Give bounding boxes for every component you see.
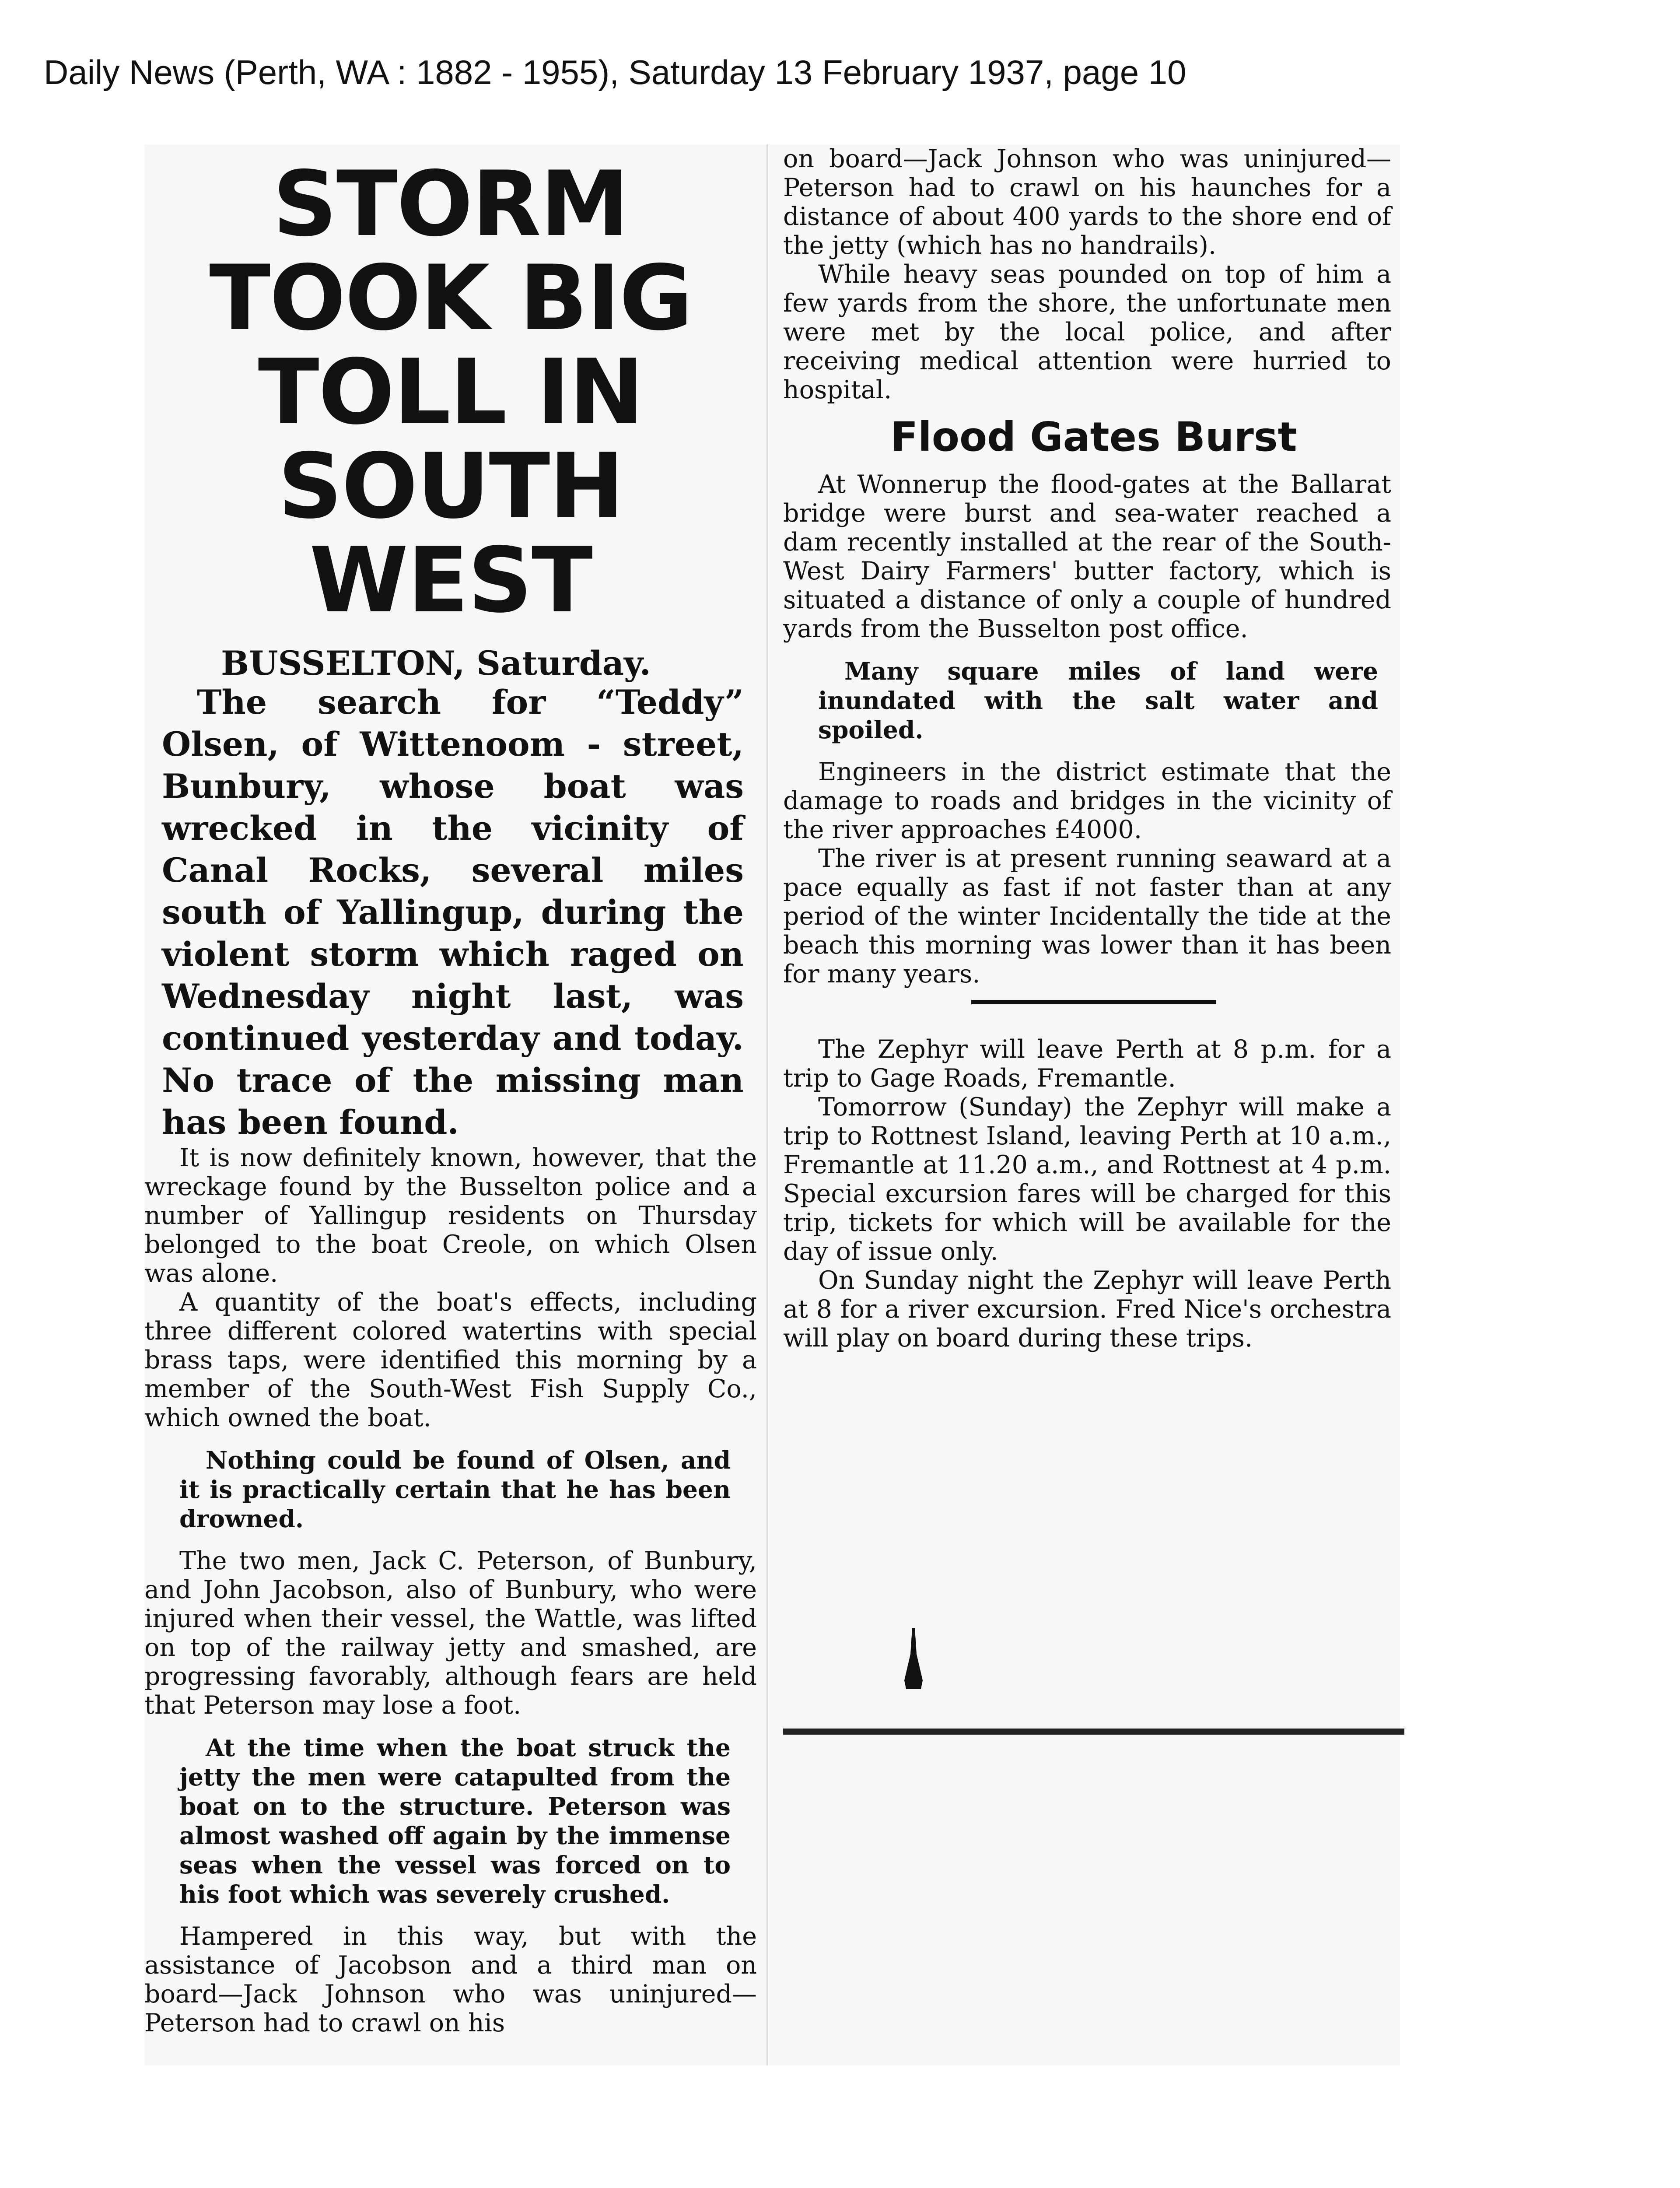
section-rule [971, 1000, 1216, 1004]
article-paragraph: The two men, Jack C. Peterson, of Bunbury, and John Jacobson, also of Bunbury, who were injured when their vessel, the Wattle, was lifted on top of the railway jetty and smashed, are progressing favorably, although fears are held that Peterson may lose a foot. [144, 1546, 757, 1720]
article-subhead: Flood Gates Burst [890, 414, 1297, 460]
headline-line: TOOK BIG [209, 246, 692, 351]
article-callout: At the time when the boat struck the jetty the men were catapulted from the boat on to the structure. Peterson was almost washed off again by the immense seas when the vessel was forced on to his foot which was severely crushed. [179, 1733, 731, 1908]
article-lead: The search for “Teddy” Olsen, of Wittenoom - street, Bunbury, whose boat was wrecked in the vicinity of Canal Rocks, several miles south of Yallingup, during the violent storm which raged on Wednesday night last, was continued yesterday and today. No trace of the missing man has been found. [162, 683, 744, 1142]
notice-paragraph: The Zephyr will leave Perth at 8 p.m. for a trip to Gage Roads, Fremantle. [783, 1035, 1391, 1093]
column-divider [766, 144, 768, 2065]
article-column-right [783, 144, 1404, 1742]
article-paragraph: While heavy seas pounded on top of him a few yards from the shore, the unfortunate men were met by the local police, and after receiving medical attention were hurried to hospital. [783, 260, 1391, 404]
article-paragraph: Engineers in the district estimate that the damage to roads and bridges in the vicinity of the river approaches £4000. [783, 757, 1391, 844]
page-citation: Daily News (Perth, WA : 1882 - 1955), Saturday 13 February 1937, page 10 [44, 53, 1186, 91]
clipping-bottom-rule [783, 1729, 1404, 1735]
article-headline [144, 152, 757, 633]
article-paragraph: At Wonnerup the flood-gates at the Ballarat bridge were burst and sea-water reached a dam recently installed at the rear of the South-West Dairy Farmers' butter factory, which is situated a distance of only a couple of hundred yards from the Busselton post office. [783, 470, 1391, 643]
article-column-left [144, 144, 757, 2065]
article-paragraph: It is now definitely known, however, that the wreckage found by the Busselton police and a number of Yallingup residents on Thursday belonged to the boat Creole, on which Olsen was alone. [144, 1143, 757, 1288]
headline-line: SOUTH WEST [278, 435, 623, 633]
article-callout: Nothing could be found of Olsen, and it is practically certain that he has been drowned. [179, 1446, 731, 1533]
print-mark-icon [903, 1628, 924, 1689]
article-paragraph: A quantity of the boat's effects, including three different colored watertins with special brass taps, were identified this morning by a member of the South-West Fish Supply Co., which owned the boat. [144, 1288, 757, 1432]
article-callout: Many square miles of land were inundated with the salt water and spoiled. [818, 657, 1378, 744]
headline-line: STORM [273, 152, 629, 256]
article-dateline: BUSSELTON, Saturday. [221, 644, 651, 683]
notice-paragraph: Tomorrow (Sunday) the Zephyr will make a trip to Rottnest Island, leaving Perth at 10 a.m., Fremantle at 11.20 a.m., and Rottnest at 4 p.m. Special excursion fares will be charged for this trip, tickets for which will be available for the day of issue only. [783, 1093, 1391, 1266]
article-paragraph: Hampered in this way, but with the assistance of Jacobson and a third man on board—Jack Johnson who was uninjured—Peterson had to crawl on his [144, 1922, 757, 2037]
headline-line: TOLL IN [258, 340, 644, 445]
article-paragraph: on board—Jack Johnson who was uninjured—Peterson had to crawl on his haunches for a distance of about 400 yards to the shore end of the jetty (which has no handrails). [783, 144, 1391, 260]
notice-paragraph: On Sunday night the Zephyr will leave Perth at 8 for a river excursion. Fred Nice's orchestra will play on board during these trips. [783, 1266, 1391, 1353]
article-paragraph: The river is at present running seaward at a pace equally as fast if not faster than at any period of the winter Incidentally the tide at the beach this morning was lower than it has been for many years. [783, 844, 1391, 989]
